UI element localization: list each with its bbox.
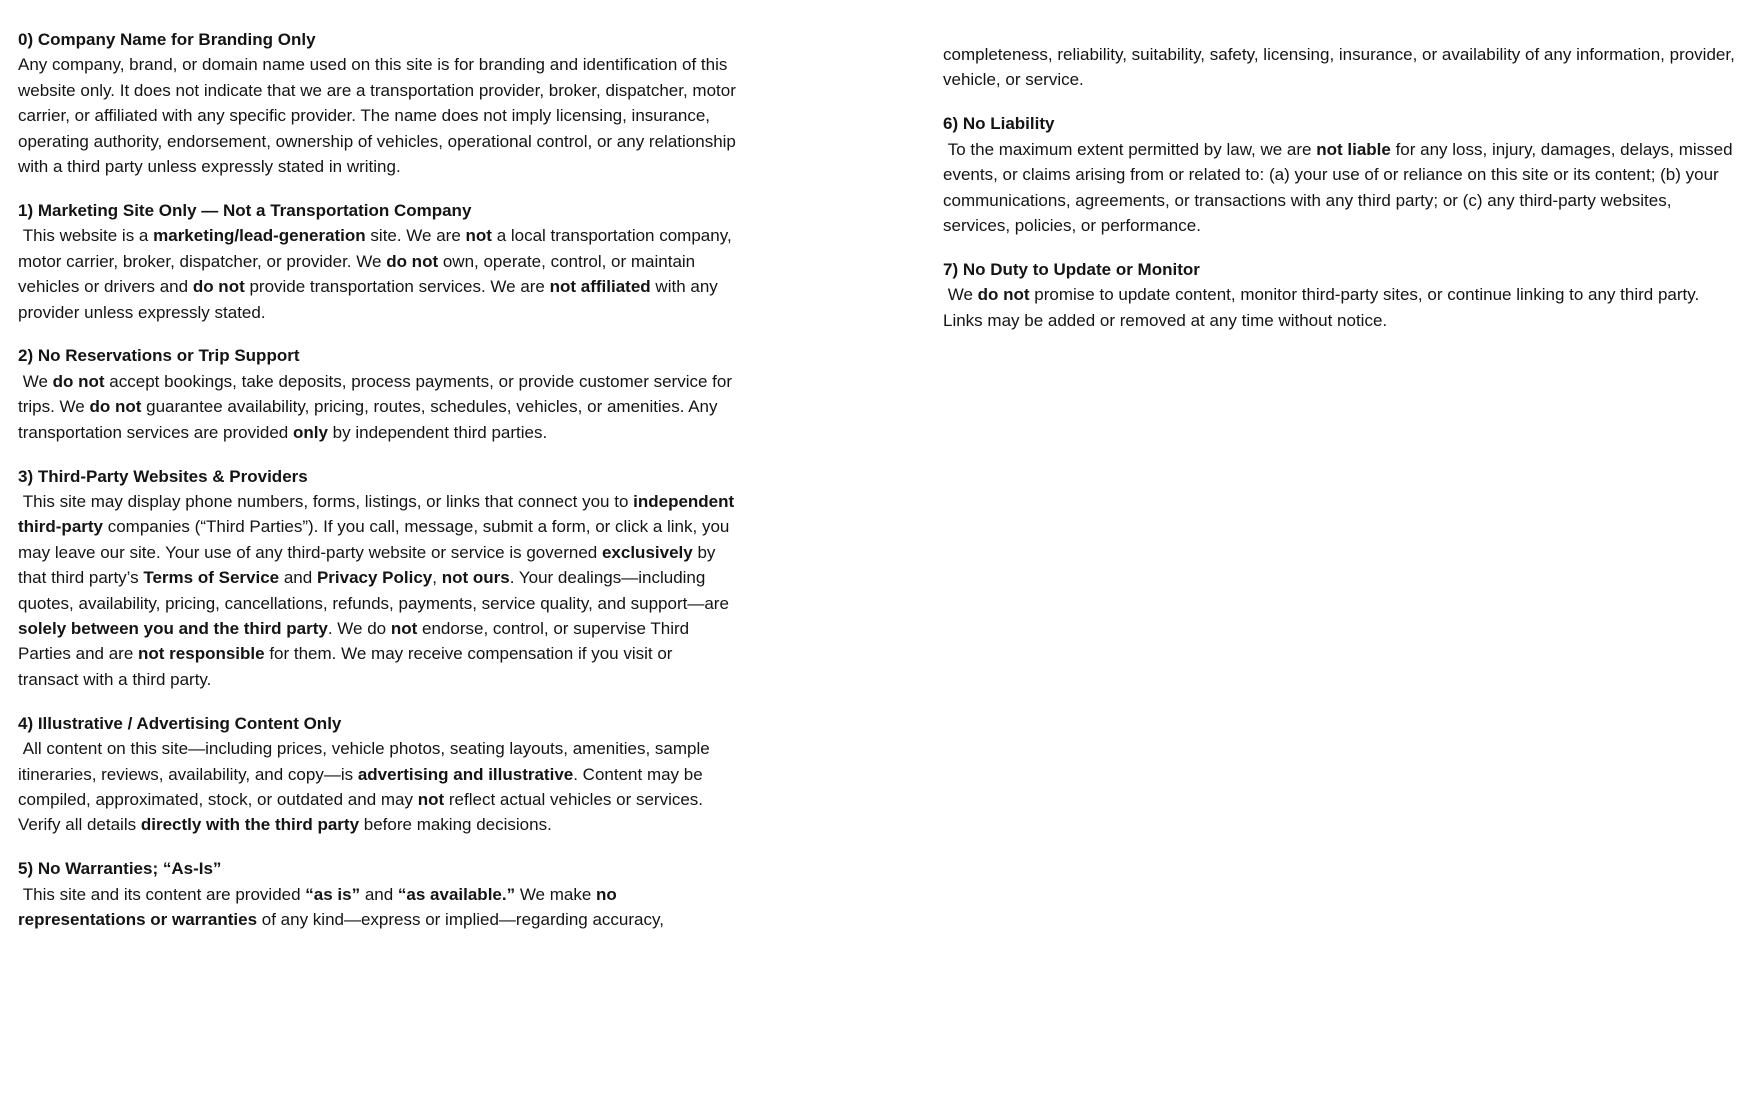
bold-text-run: do not — [89, 397, 142, 417]
column-right — [943, 42, 1743, 333]
text-run: We make — [515, 884, 597, 904]
bold-text-run: “as available.” — [397, 884, 516, 904]
text-run: To the maximum extent permitted by law, we are — [943, 139, 1317, 159]
bold-text-run: exclusively — [601, 542, 693, 562]
bold-text-run: advertising and illustrative — [357, 764, 574, 784]
bold-text-run: independent third-party — [18, 492, 739, 537]
text-run: . We do — [327, 619, 391, 639]
section — [943, 42, 1743, 93]
bold-text-run: do not — [977, 285, 1030, 305]
text-run: . Your dealings—including quotes, availability, pricing, cancellations, refunds, payments, service quality, and support—are — [18, 568, 734, 613]
section — [18, 27, 741, 179]
text-run: promise to update content, monitor third-party sites, or continue linking to any third party. Links may be added or removed at any time without notice. — [943, 285, 1704, 330]
text-run: This website is a — [18, 226, 154, 246]
text-run: site. We are — [365, 226, 466, 246]
bold-text-run: not responsible — [138, 644, 265, 664]
section-heading: 6) No Liability — [943, 114, 1055, 134]
bold-text-run: Terms of Service — [143, 568, 280, 588]
bold-text-run: not affiliated — [549, 277, 651, 297]
text-run: by independent third parties. — [327, 422, 548, 442]
text-run: provide transportation services. We are — [244, 277, 550, 297]
text-run: and — [360, 884, 398, 904]
section — [18, 711, 737, 838]
section-paragraph — [943, 42, 1743, 93]
bold-text-run: not — [417, 789, 445, 809]
section-heading: 7) No Duty to Update or Monitor — [943, 259, 1200, 279]
text-run: This site may display phone numbers, forms, listings, or links that connect you to — [18, 492, 634, 511]
bold-text-run: not liable — [1316, 139, 1391, 159]
bold-text-run: only — [292, 422, 328, 442]
text-run: endorse, control, or supervise Third Parties and are — [18, 619, 694, 664]
section-paragraph — [18, 882, 737, 933]
text-run: This site and its content are provided — [18, 884, 306, 904]
section — [18, 343, 737, 445]
section-paragraph — [943, 282, 1743, 333]
bold-text-run: do not — [52, 371, 105, 391]
section-heading: 4) Illustrative / Advertising Content Only — [18, 713, 342, 733]
bold-text-run: not — [390, 619, 418, 639]
text-run: companies (“Third Parties”). If you call, message, submit a form, or click a link, you may leave our site. Your use of any third-party website or service is governed — [18, 517, 735, 562]
text-run: Any company, brand, or domain name used on this site is for branding and identification of this website only. It does not indicate that we are a transportation provider, broker, dispatcher, motor carrier, or affiliated with any specific provider. The name does not imply licensing, insurance, operating authority, endorsement, ownership of vehicles, operational control, or any relationship with a third party unless expressly stated in writing. — [18, 55, 741, 177]
text-run: completeness, reliability, suitability, safety, licensing, insurance, or availability of any information, provider, vehicle, or service. — [943, 45, 1740, 90]
text-run: , — [432, 568, 442, 588]
section-paragraph — [18, 489, 737, 692]
section-paragraph — [943, 137, 1743, 239]
section — [18, 856, 737, 932]
bold-text-run: directly with the third party — [140, 815, 360, 835]
text-run: and — [279, 568, 317, 588]
text-run: accept bookings, take deposits, process payments, or provide customer service for trips. We — [18, 371, 737, 417]
bold-text-run: not — [465, 226, 492, 246]
bold-text-run: solely between you and the third party — [18, 619, 328, 639]
text-run: We — [18, 371, 53, 391]
bold-text-run: “as is” — [305, 884, 361, 904]
text-run: own, operate, control, or maintain vehicles or drivers and — [18, 251, 700, 297]
bold-text-run: not ours — [441, 568, 510, 588]
section — [18, 198, 737, 325]
text-run: . Content may be compiled, approximated, stock, or outdated and may — [18, 764, 708, 809]
text-run: guarantee availability, pricing, routes, schedules, vehicles, or amenities. Any transportation services are provided — [18, 397, 723, 442]
bold-text-run: Privacy Policy — [316, 568, 433, 588]
section-heading: 3) Third-Party Websites & Providers — [18, 466, 308, 486]
text-run: reflect actual vehicles or services. Verify all details — [18, 789, 708, 835]
bold-text-run: do not — [386, 251, 439, 271]
bold-text-run: marketing/lead-generation — [153, 226, 366, 246]
text-run: for any loss, injury, damages, delays, missed events, or claims arising from or related to: (a) your use of or reliance on this site or its content; (b) your communications, agreements, or transactions with any third party; or (c) any third-party websites, services, policies, or performance. — [943, 139, 1738, 235]
text-run: All content on this site—including prices, vehicle photos, seating layouts, amenities, sample itineraries, reviews, availability, and copy—is — [18, 739, 715, 784]
section-heading: 5) No Warranties; “As-Is” — [18, 859, 222, 879]
section-paragraph — [18, 736, 737, 838]
bold-text-run: do not — [192, 277, 245, 297]
section-heading: 2) No Reservations or Trip Support — [18, 346, 300, 366]
text-run: for them. We may receive compensation if you visit or transact with a third party. — [18, 644, 678, 689]
section-paragraph — [18, 369, 737, 445]
text-run: with any provider unless expressly stated. — [18, 277, 723, 322]
section-paragraph — [18, 52, 741, 179]
bold-text-run: no representations or warranties — [18, 884, 622, 930]
text-run: before making decisions. — [359, 815, 552, 835]
text-run: a local transportation company, motor carrier, broker, dispatcher, or provider. We — [18, 226, 737, 271]
text-run: We — [943, 285, 978, 305]
column-left — [18, 27, 741, 933]
text-run: by that third party’s — [18, 542, 721, 588]
section-heading: 0) Company Name for Branding Only — [18, 30, 316, 49]
section — [943, 257, 1743, 333]
section — [943, 111, 1743, 238]
text-run: of any kind—express or implied—regarding accuracy, — [257, 910, 664, 930]
section-paragraph — [18, 223, 737, 325]
section-heading: 1) Marketing Site Only — Not a Transportation Company — [18, 200, 472, 220]
section — [18, 464, 737, 693]
